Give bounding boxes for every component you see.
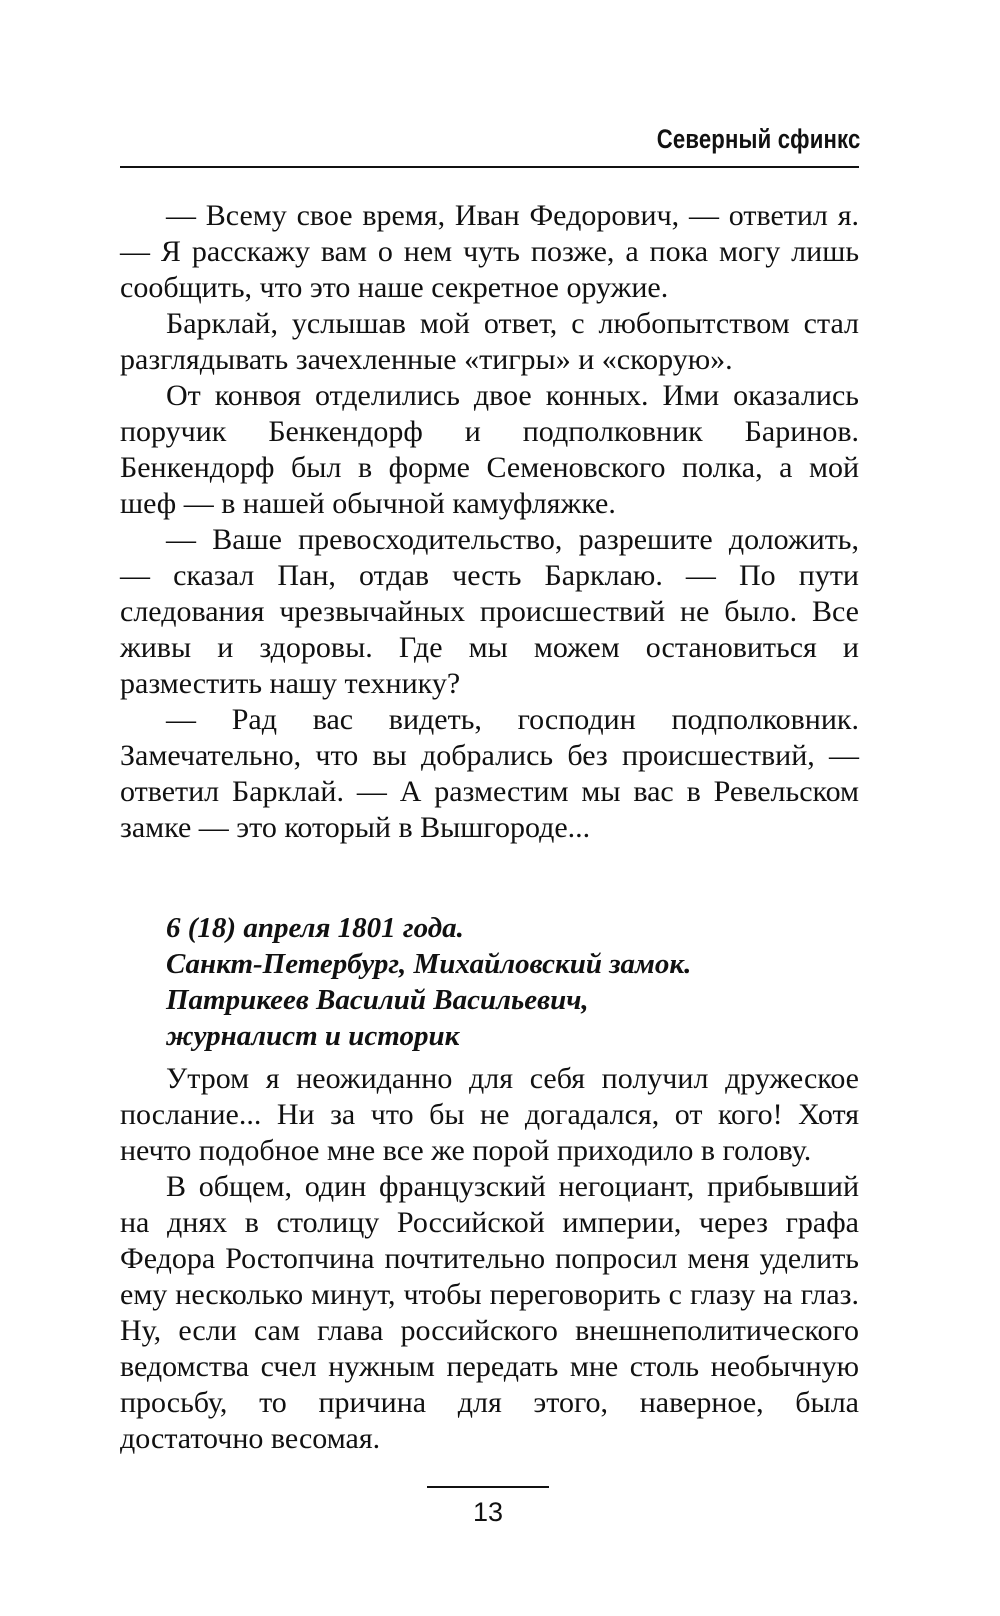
heading-place-line: Санкт-Петербург, Михайловский замок. <box>166 948 692 980</box>
footer-rule <box>427 1486 549 1488</box>
heading-name-line: Патрикеев Василий Васильевич, <box>166 984 589 1016</box>
page-number: 13 <box>472 1497 504 1527</box>
section-heading <box>166 910 866 1054</box>
paragraph: Барклай, услышав мой ответ, с любопытством стал разглядывать зачехленные «тигры» и «скорую». <box>120 307 859 376</box>
heading-date-line: 6 (18) апреля 1801 года. <box>166 912 464 944</box>
paragraph: — Рад вас видеть, господин подполковник. Замечательно, что вы добрались без происшествий, — ответил Барклай. — А разместим мы вас в Ревельском замке — это который в Вышгороде... <box>120 703 859 844</box>
paragraph: От конвоя отделились двое конных. Ими оказались поручик Бенкендорф и подполковник Баринов. Бенкендорф был в форме Семеновского полка, а мой шеф — в нашей обычной камуфляжке. <box>120 379 859 520</box>
text-block-narrative <box>120 1061 859 1457</box>
paragraph: — Всему свое время, Иван Федорович, — ответил я. — Я расскажу вам о нем чуть позже, а пока могу лишь сообщить, что это наше секретное оружие. <box>120 199 859 304</box>
paragraph: В общем, один французский негоциант, прибывший на днях в столицу Российской империи, через графа Федора Ростопчина почтительно попросил меня уделить ему несколько минут, чтобы переговорить с глазу на глаз. Ну, если сам глава российского внешнеполитического ведомства счел нужным передать мне столь необычную просьбу, то причина для этого, наверное, была достаточно весомая. <box>120 1170 859 1455</box>
text-block-dialogue <box>120 198 859 846</box>
paragraph: Утром я неожиданно для себя получил дружеское послание... Ни за что бы не догадался, от кого! Хотя нечто подобное мне все же порой приходило в голову. <box>120 1062 859 1167</box>
paragraph: — Ваше превосходительство, разрешите доложить, — сказал Пан, отдав честь Барклаю. — По пути следования чрезвычайных происшествий не было. Все живы и здоровы. Где мы можем остановиться и разместить нашу технику? <box>120 523 859 700</box>
running-title: Северный сфинкс <box>656 124 860 154</box>
header-rule <box>120 166 859 168</box>
heading-role-line: журналист и историк <box>166 1020 460 1052</box>
